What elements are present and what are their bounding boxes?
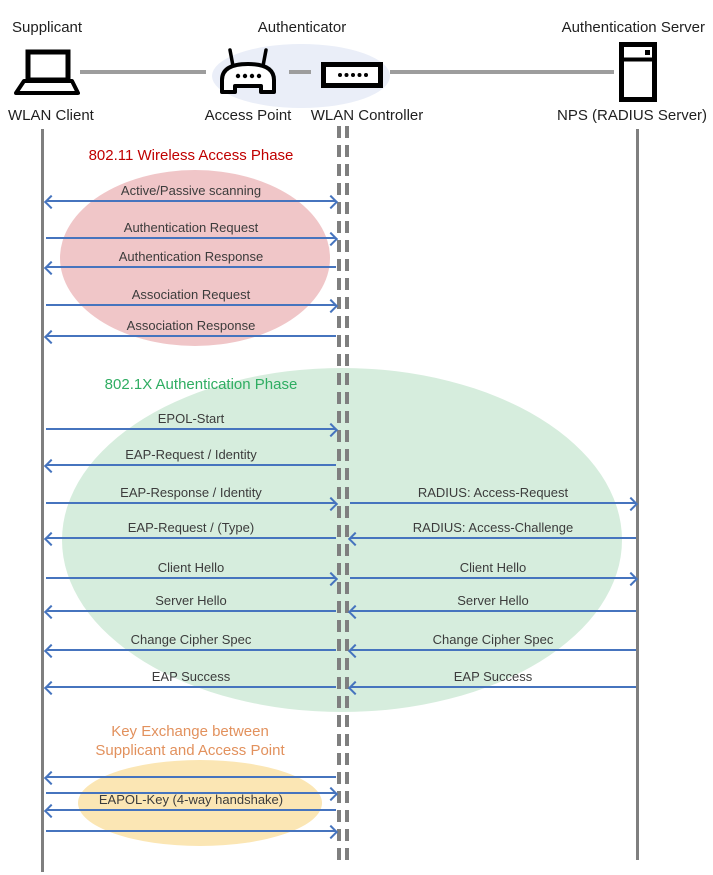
arrow-left: [46, 610, 336, 612]
message-radius-access-request: RADIUS: Access-Request: [350, 482, 636, 504]
message-eapol-key-3: EAPOL-Key (4-way handshake): [46, 789, 336, 811]
arrow-left: [350, 610, 636, 612]
arrow-left: [46, 464, 336, 466]
arrow-left: [350, 649, 636, 651]
message-server-hello-left: Server Hello: [46, 590, 336, 612]
device-label-wlan-controller: WLAN Controller: [310, 107, 424, 124]
device-label-wlan-client: WLAN Client: [8, 107, 94, 124]
phase-title-key-exchange-line2: Supplicant and Access Point: [95, 742, 285, 759]
message-authentication-response: Authentication Response: [46, 246, 336, 268]
message-eapol-key-4: [46, 810, 336, 832]
message-epol-start: EPOL-Start: [46, 408, 336, 430]
arrow-right: [46, 502, 336, 504]
arrow-left: [350, 686, 636, 688]
connector-client-ap: [80, 70, 206, 74]
arrow-right: [350, 577, 636, 579]
arrow-right: [46, 237, 336, 239]
wlan-controller-icon: [321, 62, 383, 88]
device-label-nps-radius-server: NPS (RADIUS Server): [557, 107, 708, 124]
lifeline-wlan-client: [41, 129, 44, 872]
message-client-hello-left: Client Hello: [46, 557, 336, 579]
arrow-right: [46, 304, 336, 306]
role-authentication-server: Authentication Server: [561, 19, 705, 36]
phase-title-key-exchange: [45, 722, 335, 760]
arrow-both: [46, 200, 336, 202]
arrow-left: [46, 649, 336, 651]
connector-controller-server: [390, 70, 614, 74]
role-authenticator: Authenticator: [257, 19, 347, 36]
arrow-left: [350, 537, 636, 539]
message-change-cipher-spec-left: Change Cipher Spec: [46, 629, 336, 651]
lifeline-authenticator-right: [345, 126, 349, 862]
arrow-right: [46, 577, 336, 579]
laptop-icon: [14, 48, 80, 98]
lifeline-radius-server: [636, 129, 639, 860]
phase-title-8021x: 802.1X Authentication Phase: [104, 376, 298, 393]
arrow-left: [46, 335, 336, 337]
message-server-hello-right: Server Hello: [350, 590, 636, 612]
message-eap-success-right: EAP Success: [350, 666, 636, 688]
arrow-right: [46, 428, 336, 430]
arrow-right: [350, 502, 636, 504]
message-association-request: Association Request: [46, 284, 336, 306]
access-point-icon: [218, 46, 278, 96]
device-label-access-point: Access Point: [204, 107, 292, 124]
message-eap-response-identity: EAP-Response / Identity: [46, 482, 336, 504]
message-eap-request-identity: EAP-Request / Identity: [46, 444, 336, 466]
lifeline-authenticator-left: [337, 126, 341, 862]
message-active-passive-scanning: Active/Passive scanning: [46, 180, 336, 202]
message-client-hello-right: Client Hello: [350, 557, 636, 579]
phase-title-80211: 802.11 Wireless Access Phase: [88, 147, 294, 164]
message-change-cipher-spec-right: Change Cipher Spec: [350, 629, 636, 651]
message-authentication-request: Authentication Request: [46, 217, 336, 239]
message-eap-success-left: EAP Success: [46, 666, 336, 688]
message-radius-access-challenge: RADIUS: Access-Challenge: [350, 517, 636, 539]
server-icon: [619, 42, 657, 102]
message-eap-request-type: EAP-Request / (Type): [46, 517, 336, 539]
connector-ap-controller: [289, 70, 311, 74]
arrow-left: [46, 266, 336, 268]
phase-title-key-exchange-line1: Key Exchange between: [111, 723, 269, 740]
role-supplicant: Supplicant: [12, 19, 83, 36]
arrow-right: [46, 830, 336, 832]
arrow-left: [46, 537, 336, 539]
message-association-response: Association Response: [46, 315, 336, 337]
arrow-left: [46, 686, 336, 688]
